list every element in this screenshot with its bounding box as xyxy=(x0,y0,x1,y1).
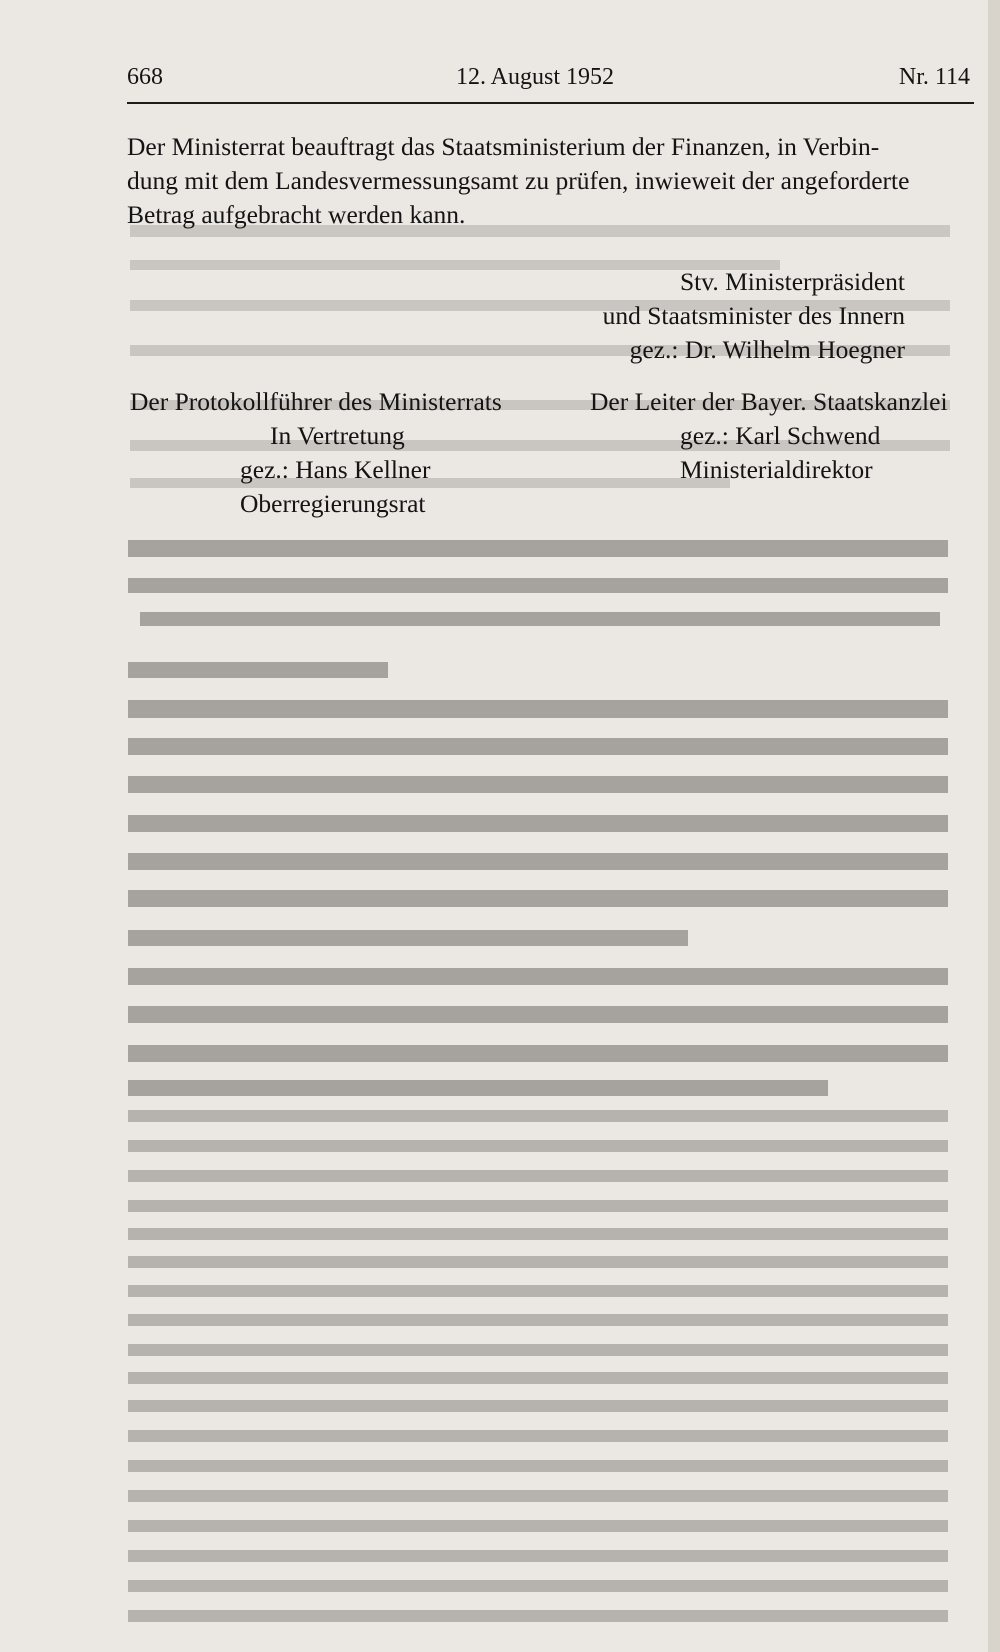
show-through-footnotes xyxy=(128,1110,948,1622)
signature-line: gez.: Hans Kellner xyxy=(240,455,431,484)
page-number: 668 xyxy=(127,64,163,90)
signature-line: In Vertretung xyxy=(270,421,405,450)
paragraph-line: dung mit dem Landesvermessungsamt zu prüfen, inwieweit der angeforderte xyxy=(127,166,910,195)
signature-line: Ministerialdirektor xyxy=(680,455,873,484)
signature-line: und Staatsminister des Innern xyxy=(602,301,905,330)
page-edge xyxy=(988,0,1000,1652)
signature-line: Stv. Ministerpräsident xyxy=(680,267,905,296)
signature-state-chancellery-head xyxy=(590,385,948,487)
resolution-paragraph xyxy=(127,130,973,232)
paragraph-line: Betrag aufgebracht werden kann. xyxy=(127,200,466,229)
signature-line: gez.: Karl Schwend xyxy=(680,421,881,450)
signature-title: Der Leiter der Bayer. Staatskanzlei xyxy=(590,387,948,416)
header-issue-number: Nr. 114 xyxy=(898,64,970,90)
show-through-middle xyxy=(128,540,948,1096)
signature-title: Der Protokollführer des Ministerrats xyxy=(130,387,502,416)
paragraph-line: Der Ministerrat beauftragt das Staatsministerium der Finanzen, in Verbin- xyxy=(127,132,880,161)
signature-line: Oberregierungsrat xyxy=(240,489,426,518)
signature-protocol-secretary xyxy=(130,385,502,521)
signature-deputy-minister-president xyxy=(603,265,905,367)
header-date: 12. August 1952 xyxy=(456,64,615,90)
header-rule xyxy=(127,102,974,104)
signature-line: gez.: Dr. Wilhelm Hoegner xyxy=(629,335,905,364)
